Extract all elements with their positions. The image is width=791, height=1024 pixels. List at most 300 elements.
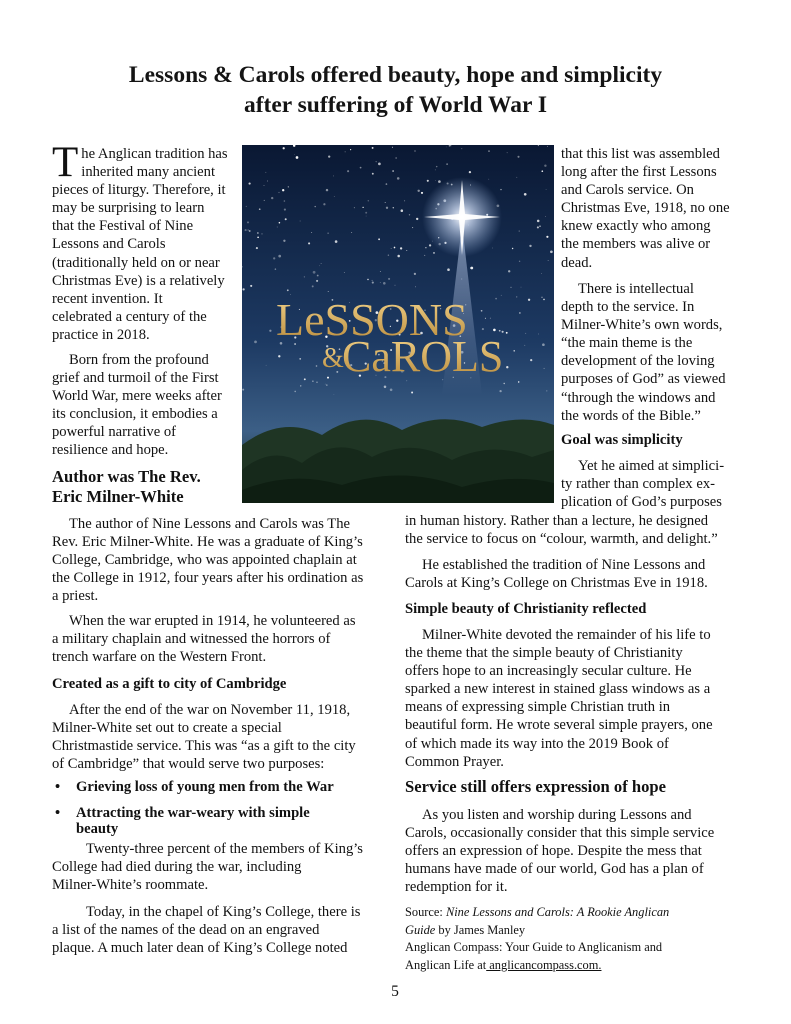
star-dot — [249, 230, 251, 232]
star-dot — [414, 150, 415, 151]
bullet-item — [52, 805, 384, 837]
text-line: a list of the names of the dead on an engraved — [52, 922, 320, 939]
star-dot — [327, 377, 329, 379]
star-dot — [393, 207, 394, 208]
text-line: the service to focus on “colour, warmth, and delight.” — [405, 531, 718, 548]
text-line: Today, in the chapel of King’s College, there is — [86, 904, 361, 920]
text-line: Milner-White set out to create a special — [52, 720, 282, 737]
star-dot — [261, 233, 262, 234]
star-dot — [512, 248, 513, 249]
intro-lines — [52, 139, 238, 344]
star-dot — [312, 381, 313, 382]
star-dot — [501, 295, 502, 296]
star-dot — [391, 248, 392, 249]
star-dot — [421, 192, 423, 194]
text-line: powerful narrative of — [52, 424, 176, 441]
star-dot — [500, 189, 501, 190]
star-dot — [316, 280, 318, 282]
star-dot — [548, 260, 549, 261]
text-line: recent invention. It — [52, 290, 163, 307]
star-dot — [347, 170, 349, 172]
source-line-4 — [405, 957, 739, 975]
star-dot — [416, 218, 418, 220]
star-dot — [394, 247, 396, 249]
star-dot — [506, 366, 508, 368]
star-dot — [425, 247, 426, 248]
star-dot — [316, 382, 317, 383]
heading-service: Service still offers expression of hope — [405, 777, 667, 796]
star-dot — [328, 291, 329, 292]
star-dot — [401, 209, 404, 212]
text-line: Twenty-three percent of the members of King’s — [86, 841, 363, 857]
image-word-carols: CaROLS — [342, 332, 504, 381]
star-dot — [275, 268, 277, 270]
star-dot — [493, 329, 496, 332]
star-dot — [334, 394, 335, 395]
star-dot — [427, 180, 429, 182]
text-line: knew exactly who among — [561, 218, 711, 235]
text-line: the members was alive or — [561, 236, 711, 253]
text-line: plaque. A much later dean of King’s College noted — [52, 940, 348, 957]
star-dot — [279, 222, 281, 224]
source-author: by James Manley — [435, 922, 526, 937]
star-dot — [247, 221, 249, 223]
star-dot — [368, 200, 369, 201]
star-dot — [404, 200, 405, 201]
text-line: in human history. Rather than a lecture, he designed — [405, 513, 708, 529]
star-dot — [300, 385, 301, 386]
star-dot — [513, 350, 514, 351]
text-line: Christmas Eve) is a relatively — [52, 272, 225, 289]
star-dot — [414, 273, 416, 275]
source-line-1 — [405, 904, 739, 922]
text-line: inherited many ancient — [81, 164, 216, 181]
star-dot — [429, 244, 431, 246]
star-dot — [450, 145, 451, 146]
text-line: of Cambridge” that would serve two purposes: — [52, 756, 325, 773]
star-dot — [506, 332, 508, 334]
text-line: Milner-White’s roommate. — [52, 877, 209, 894]
text-line: Yet he aimed at simplici- — [578, 458, 725, 474]
star-dot — [392, 170, 394, 172]
star-dot — [294, 391, 296, 393]
text-line: Milner-White devoted the remainder of his life to — [422, 627, 711, 643]
star-dot — [524, 345, 525, 346]
star-dot — [333, 175, 334, 176]
star-dot — [547, 146, 548, 147]
star-dot — [435, 170, 436, 171]
star-dot — [321, 263, 322, 264]
star-dot — [362, 207, 363, 208]
star-dot — [537, 226, 539, 228]
text-line: There is intellectual — [578, 281, 694, 297]
star-dot — [397, 177, 400, 180]
star-dot — [328, 155, 330, 157]
star-dot — [519, 261, 520, 262]
star-dot — [294, 154, 295, 155]
star-dot — [372, 280, 373, 281]
star-dot — [481, 310, 483, 312]
star-dot — [488, 150, 490, 152]
star-dot — [384, 386, 387, 389]
purposes-list — [52, 779, 384, 847]
star-dot — [541, 273, 542, 274]
star-dot — [372, 147, 374, 149]
text-line: may be surprising to learn — [52, 200, 205, 217]
heading-author — [52, 467, 238, 507]
star-dot — [539, 225, 541, 227]
text-line: the College in 1912, four years after his ordination as — [52, 570, 364, 587]
star-dot — [550, 250, 553, 253]
star-dot — [365, 212, 367, 214]
text-line: The author of Nine Lessons and Carols was The — [69, 516, 351, 532]
text-line: of which made its way into the 2019 Book of — [405, 735, 669, 752]
star-dot — [317, 275, 319, 277]
bullet-dot: • — [55, 805, 61, 821]
star-dot — [417, 190, 419, 192]
star-dot — [288, 186, 289, 187]
star-dot — [367, 279, 368, 280]
text-line: resilience and hope. — [52, 442, 169, 459]
text-line: offers an expression of hope. Despite the mess that — [405, 843, 702, 860]
star-dot — [273, 257, 275, 259]
star-dot — [544, 164, 546, 166]
star-dot — [264, 185, 265, 186]
text-line: pieces of liturgy. Therefore, it — [52, 182, 226, 199]
text-line: that this list was assembled — [561, 146, 720, 162]
star-dot — [499, 390, 501, 392]
star-dot — [541, 297, 542, 298]
star-dot — [380, 282, 381, 283]
twenty-paragraph — [52, 840, 384, 894]
devoted-paragraph — [405, 626, 739, 771]
star-dot — [529, 245, 531, 247]
star-dot — [278, 255, 281, 258]
title-line-1: Lessons & Carols offered beauty, hope and simplicity — [128, 62, 663, 88]
star-dot — [495, 298, 497, 300]
star-dot — [411, 392, 413, 394]
text-line: After the end of the war on November 11, 1918, — [69, 702, 351, 718]
star-dot — [360, 167, 362, 169]
text-line: celebrated a century of the — [52, 308, 207, 325]
text-line: humans have made of our world, God has a plan of — [405, 861, 704, 878]
star-dot — [449, 145, 451, 147]
text-line: Lessons and Carols — [52, 236, 166, 253]
star-dot — [282, 189, 284, 191]
drop-cap: T — [52, 139, 79, 186]
star-dot — [304, 276, 305, 277]
text-line: the words of the Bible.” — [561, 407, 701, 424]
star-dot — [390, 388, 393, 391]
star-dot — [254, 341, 257, 344]
image-word-lessons: LeSSONS — [276, 294, 468, 345]
star-dot — [516, 296, 517, 297]
star-dot — [264, 200, 265, 201]
star-dot — [395, 157, 396, 158]
image-ampersand: & — [322, 343, 344, 374]
star-dot — [406, 250, 407, 251]
star-dot — [285, 218, 287, 220]
text-line: dead. — [561, 254, 593, 271]
star-dot — [242, 288, 244, 290]
star-dot — [490, 318, 491, 319]
star-dot — [380, 271, 381, 272]
star-dot — [530, 359, 532, 361]
star-dot — [296, 156, 299, 159]
star-dot — [519, 231, 520, 232]
star-dot — [461, 148, 462, 149]
star-dot — [424, 255, 425, 256]
source-citation — [405, 904, 739, 974]
star-dot — [269, 330, 271, 332]
star-dot — [242, 389, 244, 391]
text-line: grief and turmoil of the First — [52, 370, 219, 387]
star-dot — [503, 383, 504, 384]
star-dot — [278, 355, 280, 357]
star-dot — [537, 220, 540, 223]
text-line: purposes of God” as viewed — [561, 371, 726, 388]
star-dot — [277, 227, 278, 228]
purposes-bullets — [52, 779, 384, 837]
bullet-text: Attracting the war-weary with simple — [76, 805, 310, 821]
aimed-paragraph-wide — [405, 512, 739, 548]
heading-beauty: Simple beauty of Christianity reflected — [405, 601, 647, 617]
star-dot — [400, 247, 402, 249]
star-dot — [386, 207, 388, 209]
star-dot — [544, 368, 545, 369]
star-dot — [378, 238, 380, 240]
text-line: means of expressing simple Christian truth in — [405, 699, 671, 716]
star-dot — [284, 200, 286, 202]
star-dot — [345, 152, 346, 153]
source-line-3: Anglican Compass: Your Guide to Anglicanism and — [405, 940, 663, 954]
star-dot — [323, 203, 325, 205]
star-dot — [433, 252, 435, 254]
text-line: Carols at King’s College on Christmas Eve in 1918. — [405, 575, 708, 592]
star-dot — [350, 149, 351, 150]
text-line: Common Prayer. — [405, 753, 504, 770]
text-line: depth to the service. In — [561, 299, 695, 316]
star-dot — [344, 272, 345, 273]
star-dot — [388, 254, 389, 255]
text-line: trench warfare on the Western Front. — [52, 649, 267, 666]
star-dot — [249, 183, 251, 185]
page-number: 5 — [391, 983, 399, 1000]
star-dot — [447, 268, 450, 271]
star-dot — [525, 333, 526, 334]
star-dot — [245, 229, 247, 231]
text-line: Christmastide service. This was “as a gift to the city — [52, 738, 356, 755]
text-line: development of the loving — [561, 353, 715, 370]
listen-paragraph — [405, 806, 739, 896]
star-dot — [304, 378, 306, 380]
text-line: practice in 2018. — [52, 326, 150, 343]
heading-goal: Goal was simplicity — [561, 432, 683, 448]
star-dot — [507, 152, 508, 153]
star-dot — [366, 216, 367, 217]
star-dot — [412, 227, 413, 228]
text-line: College had died during the war, including — [52, 859, 302, 876]
star-dot — [543, 299, 545, 301]
text-line: World War, mere weeks after — [52, 388, 222, 405]
star-dot — [546, 236, 548, 238]
star-dot — [283, 240, 285, 242]
star-dot — [248, 230, 249, 231]
established-paragraph — [405, 556, 739, 592]
star-dot — [392, 147, 393, 148]
source-book-title-cont: Guide — [405, 922, 436, 937]
star-dot — [435, 180, 436, 181]
text-line: College, Cambridge, who was appointed chaplain at — [52, 552, 357, 569]
war-paragraph — [52, 612, 384, 666]
author-paragraph — [52, 515, 384, 605]
star-dot — [246, 206, 247, 207]
star-dot — [436, 166, 437, 167]
star-dot — [316, 365, 318, 367]
star-dot — [314, 206, 315, 207]
star-dot — [335, 240, 338, 243]
lessons-and-carols-image — [242, 145, 554, 503]
text-line: plication of God’s purposes — [561, 494, 722, 511]
star-dot — [397, 255, 400, 258]
bullet-item — [52, 779, 384, 795]
star-dot — [319, 265, 320, 266]
star-dot — [521, 287, 522, 288]
article-title — [40, 60, 751, 120]
star-dot — [386, 183, 388, 185]
star-dot — [326, 384, 328, 386]
star-dot — [351, 232, 352, 233]
star-dot — [271, 197, 273, 199]
star-dot — [545, 216, 546, 217]
bullet-text: beauty — [76, 821, 119, 837]
star-dot — [283, 147, 285, 149]
star-dot — [510, 287, 511, 288]
star-dot — [299, 358, 301, 360]
text-line: the theme that the simple beauty of Christianity — [405, 645, 683, 662]
text-line: a military chaplain and witnessed the horrors of — [52, 631, 331, 648]
star-dot — [469, 171, 471, 173]
text-line: a priest. — [52, 588, 99, 605]
text-line: He established the tradition of Nine Lessons and — [422, 557, 706, 573]
star-dot — [376, 161, 377, 162]
text-line: that the Festival of Nine — [52, 218, 194, 235]
star-dot — [372, 282, 374, 284]
source-line-2 — [405, 922, 739, 940]
aimed-paragraph-narrow — [561, 457, 735, 511]
star-dot — [541, 170, 543, 172]
star-dot — [519, 312, 520, 313]
text-line: Carols, occasionally consider that this simple service — [405, 825, 715, 842]
text-line: When the war erupted in 1914, he volunteered as — [69, 613, 356, 629]
star-dot — [388, 278, 390, 280]
star-dot — [266, 365, 267, 366]
star-dot — [492, 248, 493, 249]
star-dot — [250, 285, 252, 287]
star-dot — [524, 193, 527, 196]
star-dot — [259, 208, 261, 210]
star-dot — [395, 285, 396, 286]
star-dot — [517, 156, 519, 158]
title-line-2: after suffering of World War I — [243, 92, 548, 118]
star-dot — [415, 286, 416, 287]
bullet-dot: • — [55, 779, 61, 795]
star-dot — [516, 177, 517, 178]
today-paragraph — [52, 903, 374, 957]
star-dot — [482, 328, 484, 330]
text-line: Born from the profound — [69, 352, 209, 368]
star-dot — [313, 271, 316, 274]
star-dot — [372, 173, 374, 175]
star-dot — [265, 172, 266, 173]
text-line: Milner-White’s own words, — [561, 317, 723, 334]
after-paragraph — [52, 701, 384, 773]
text-line: offers hope to an increasingly secular culture. He — [405, 663, 692, 680]
text-line: (traditionally held on or near — [52, 254, 220, 271]
star-dot — [308, 242, 310, 244]
star-dot — [257, 236, 259, 238]
star-dot — [538, 334, 539, 335]
star-dot — [378, 163, 381, 166]
text-line: “through the windows and — [561, 389, 716, 406]
text-line: and Carols service. On — [561, 182, 694, 199]
star-dot — [409, 214, 410, 215]
star-dot — [287, 289, 289, 291]
bullet-text: Grieving loss of young men from the War — [76, 779, 334, 795]
star-dot — [488, 179, 489, 180]
text-line: “the main theme is the — [561, 335, 693, 352]
star-dot — [546, 390, 547, 391]
heading-author-line-2: Eric Milner-White — [52, 487, 184, 506]
text-line: As you listen and worship during Lessons and — [422, 807, 692, 823]
star-dot — [438, 180, 441, 183]
heading-author-line-1: Author was The Rev. — [52, 467, 201, 486]
star-dot — [385, 202, 386, 203]
text-line: its conclusion, it embodies a — [52, 406, 218, 423]
anglican-compass-link[interactable]: anglicancompass.com. — [486, 957, 602, 972]
star-dot — [278, 192, 279, 193]
intellectual-paragraph — [561, 280, 739, 425]
text-line: Rev. Eric Milner-White. He was a graduate of King’s — [52, 534, 363, 551]
star-dot — [546, 189, 547, 190]
source-book-title: Nine Lessons and Carols: A Rookie Anglican — [445, 905, 670, 919]
continued-paragraph — [561, 145, 739, 272]
text-line: redemption for it. — [405, 879, 508, 896]
star-dot — [256, 247, 258, 249]
star-dot — [485, 318, 486, 319]
source-prefix: Source: — [405, 905, 446, 919]
text-line: long after the first Lessons — [561, 164, 717, 181]
text-line: sparked a new interest in stained glass windows as a — [405, 681, 711, 698]
star-dot — [300, 221, 301, 222]
born-paragraph — [52, 351, 238, 460]
star-dot — [267, 181, 268, 182]
star-dot — [334, 196, 335, 197]
star-dot — [528, 299, 530, 301]
star-dot — [354, 207, 355, 208]
star-dot — [284, 209, 286, 211]
star-dot — [326, 189, 328, 191]
heading-gift: Created as a gift to city of Cambridge — [52, 676, 287, 692]
intro-paragraph — [52, 139, 238, 344]
star-dot — [257, 232, 258, 233]
star-dot — [470, 267, 473, 270]
star-dot — [311, 232, 312, 233]
star-dot — [518, 381, 519, 382]
text-line: he Anglican tradition has — [81, 146, 228, 162]
source-line-4-text: Anglican Life at — [405, 957, 487, 972]
star-dot — [446, 147, 447, 148]
